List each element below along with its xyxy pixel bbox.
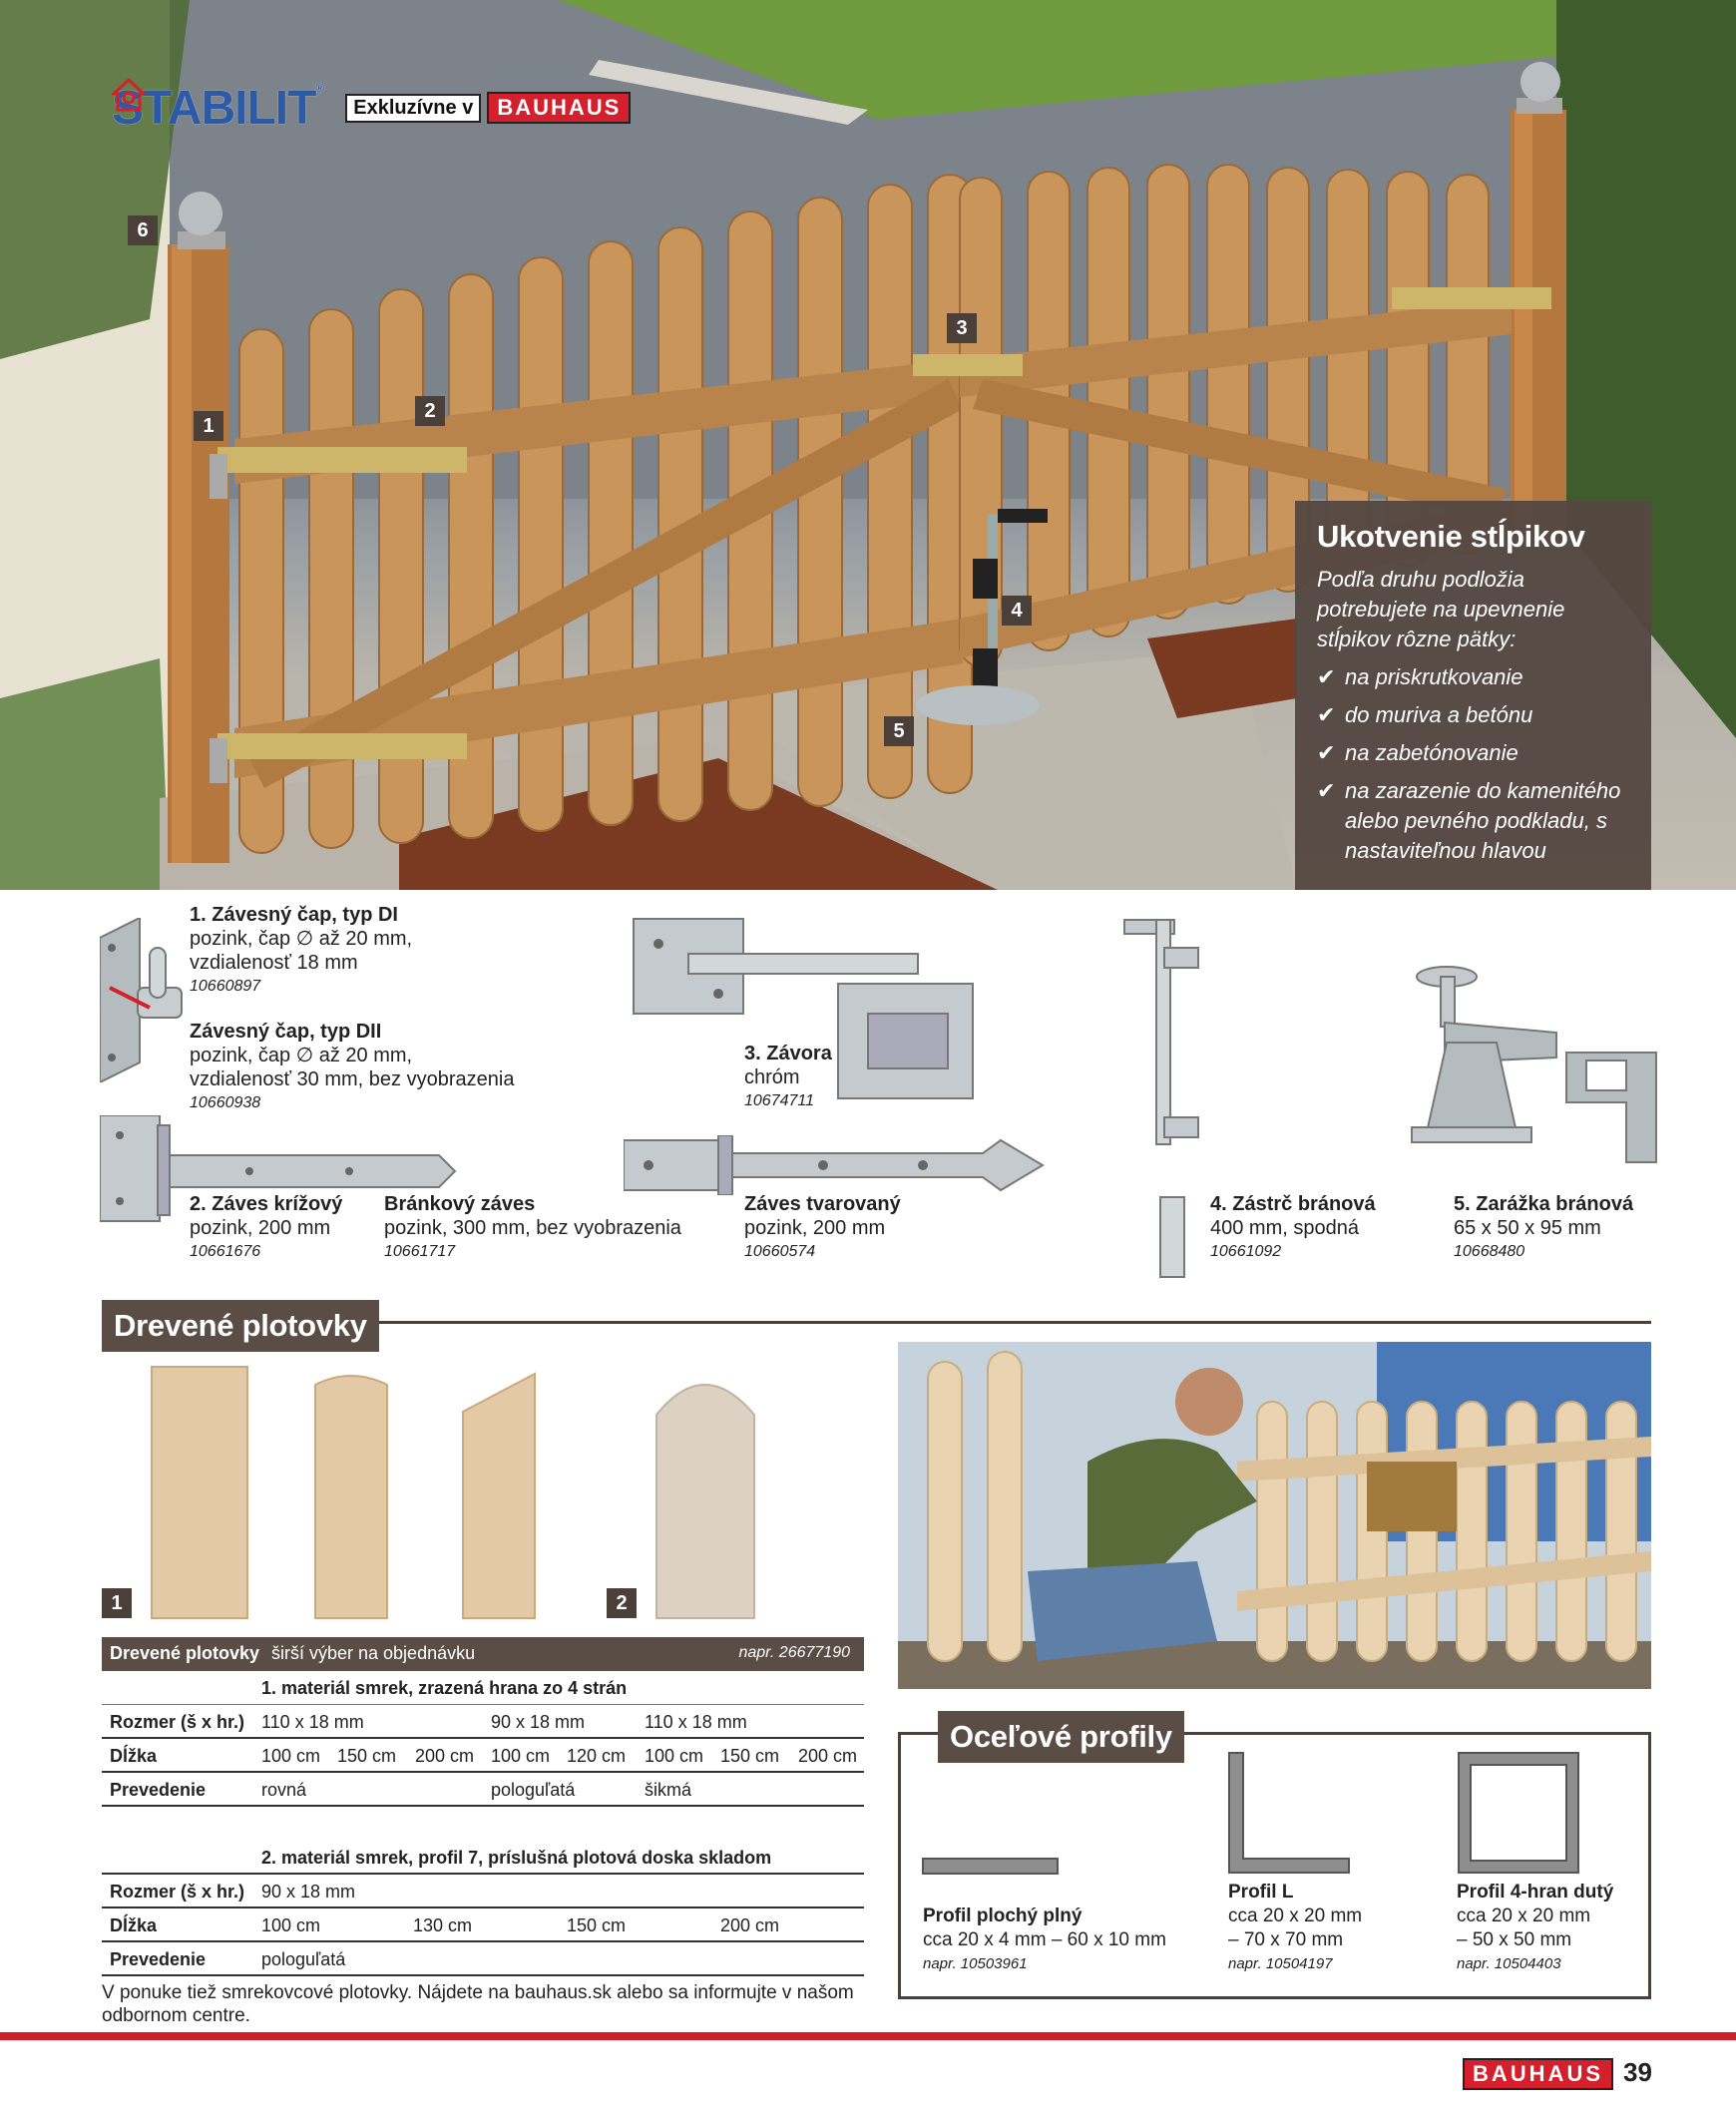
angle-profile-image	[1227, 1751, 1352, 1875]
list-item: ✔ na zabetónovanie	[1317, 738, 1629, 768]
square-profile-image	[1457, 1751, 1580, 1875]
product-hinge-pin-dii: Závesný čap, typ DII pozink, čap ∅ až 20 mm, vzdialenosť 30 mm, bez vyobrazenia 10660938	[190, 1021, 515, 1111]
flat-profile-image	[922, 1858, 1059, 1875]
product-angle-profile: Profil L cca 20 x 20 mm – 70 x 70 mm napr. 10504197	[1228, 1882, 1363, 1972]
table-row: 1. materiál smrek, zrazená hrana zo 4 strán	[102, 1671, 864, 1705]
hinge-pin-image	[100, 918, 190, 1082]
bauhaus-logo-small: BAUHAUS	[487, 92, 631, 124]
stabilit-logo: STABILIT®	[112, 80, 324, 135]
worker-illustration	[898, 1342, 1651, 1689]
list-item: ✔ na priskrutkovanie	[1317, 662, 1629, 692]
picket-rounded-edge	[313, 1365, 393, 1620]
table-row: Dĺžka 100 cm 150 cm 200 cm 100 cm 120 cm 100 cm 150 cm 200 cm	[102, 1739, 864, 1773]
picket-tag-2: 2	[607, 1588, 637, 1618]
brand-row	[112, 78, 631, 138]
shaped-hinge-image	[624, 1135, 1048, 1195]
anchoring-intro: Podľa druhu podložia potrebujete na upevnenie stĺpikov rôzne pätky:	[1317, 567, 1565, 651]
product-shaped-hinge: Záves tvarovaný pozink, 200 mm 10660574	[744, 1193, 901, 1260]
callout-6: 6	[128, 215, 158, 245]
callout-1: 1	[194, 411, 223, 441]
hero-photo	[0, 0, 1736, 890]
table-row: Prevedenie pologuľatá	[102, 1942, 864, 1976]
anchoring-list	[1317, 662, 1629, 866]
drop-bolt-image	[1122, 918, 1212, 1282]
callout-5: 5	[884, 716, 914, 746]
product-gate-stop: 5. Zarážka bránová 65 x 50 x 95 mm 10668480	[1454, 1193, 1634, 1260]
wooden-pickets-title: Drevené plotovky	[102, 1300, 379, 1352]
check-icon: ✔	[1317, 778, 1336, 803]
picket-slanted	[461, 1372, 541, 1620]
table-row: 2. materiál smrek, profil 7, príslušná plotová doska skladom	[102, 1841, 864, 1875]
exclusive-badge	[345, 92, 631, 124]
worker-photo	[898, 1342, 1651, 1689]
callout-3: 3	[947, 313, 977, 343]
product-square-profile: Profil 4-hran dutý cca 20 x 20 mm – 50 x 50 mm napr. 10504403	[1457, 1882, 1614, 1972]
steel-profiles-title: Oceľové profily	[938, 1711, 1184, 1763]
table-row: Rozmer (š x hr.) 110 x 18 mm 90 x 18 mm 110 x 18 mm	[102, 1705, 864, 1739]
product-gate-hinge: Bránkový záves pozink, 300 mm, bez vyobrazenia 10661717	[384, 1193, 681, 1260]
product-cross-hinge: 2. Záves krížový pozink, 200 mm 10661676	[190, 1193, 343, 1260]
exclusive-text: Exkluzívne v	[345, 94, 481, 123]
footnote: V ponuke tiež smrekovcové plotovky. Nájdete na bauhaus.sk alebo sa informujte v našom odbornom centre.	[102, 1982, 854, 2026]
check-icon: ✔	[1317, 702, 1336, 727]
table-row: Rozmer (š x hr.) 90 x 18 mm	[102, 1875, 864, 1908]
picket-semicircle	[654, 1365, 758, 1620]
bauhaus-logo: BAUHAUS	[1463, 2058, 1613, 2090]
check-icon: ✔	[1317, 740, 1336, 765]
list-item: ✔ do muriva a betónu	[1317, 700, 1629, 730]
check-icon: ✔	[1317, 664, 1336, 689]
house-icon	[112, 78, 146, 112]
table-header: Drevené plotovky širší výber na objednávku napr. 26677190	[102, 1637, 864, 1671]
table-row: Prevedenie rovná pologuľatá šikmá	[102, 1773, 864, 1807]
product-drop-bolt: 4. Zástrč bránová 400 mm, spodná 10661092	[1210, 1193, 1376, 1260]
product-flat-profile: Profil plochý plný cca 20 x 4 mm – 60 x 10 mm napr. 10503961	[923, 1906, 1166, 1972]
anchoring-title: Ukotvenie stĺpikov	[1317, 519, 1585, 554]
table-row: Dĺžka 100 cm 130 cm 150 cm 200 cm	[102, 1908, 864, 1942]
gate-stop-image	[1407, 963, 1666, 1172]
picket-straight	[150, 1365, 259, 1620]
product-latch: 3. Závora chróm 10674711	[744, 1043, 832, 1109]
callout-2: 2	[415, 396, 445, 426]
list-item: ✔ na zarazenie do kamenitého alebo pevného podkladu, s nastaviteľnou hlavou	[1317, 778, 1621, 863]
picket-tag-1: 1	[102, 1588, 132, 1618]
product-hinge-pin-di: 1. Závesný čap, typ DI pozink, čap ∅ až 20 mm, vzdialenosť 18 mm 10660897	[190, 904, 413, 995]
page-number: 39	[1623, 2057, 1652, 2087]
callout-4: 4	[1002, 596, 1032, 626]
footer-rule	[0, 2032, 1736, 2040]
post-anchoring-box	[1295, 501, 1651, 890]
